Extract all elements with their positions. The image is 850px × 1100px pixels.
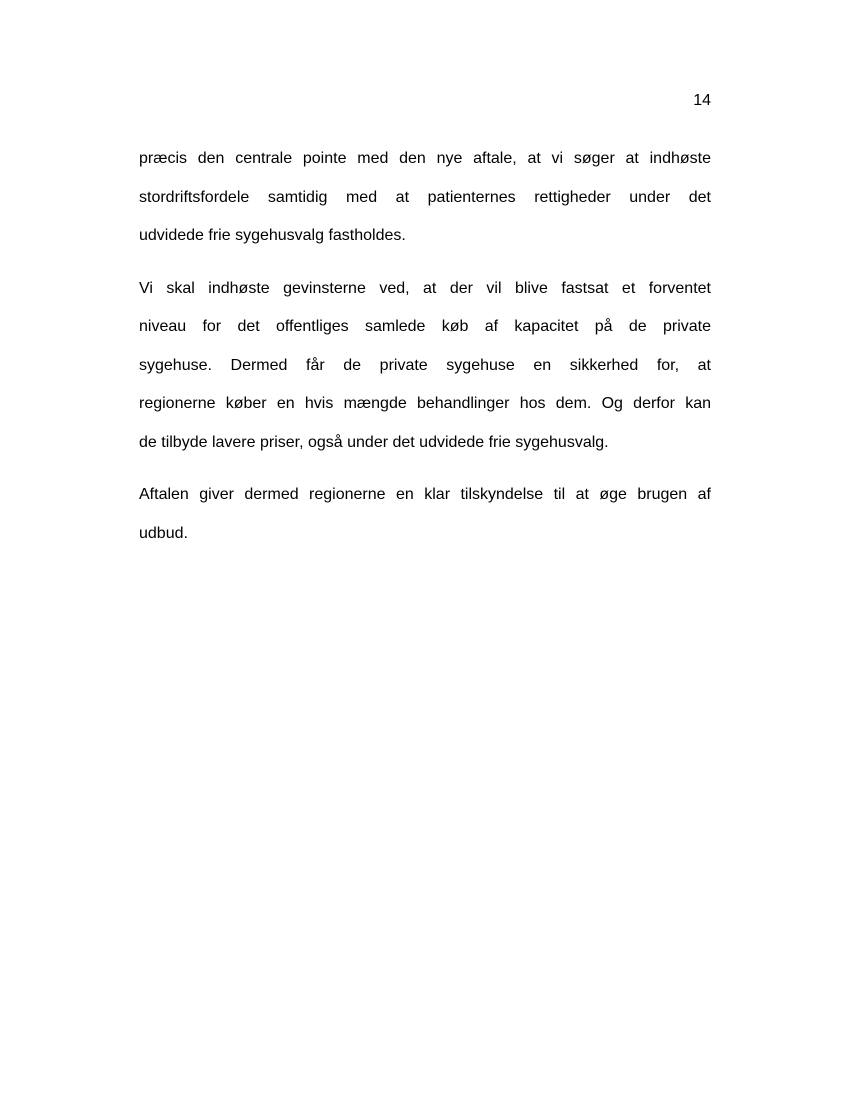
page-number: 14 bbox=[693, 92, 711, 109]
text-line: Vi skal indhøste gevinsterne ved, at der vil blive fastsat et forventet bbox=[139, 279, 711, 297]
text-line: stordriftsfordele samtidig med at patienternes rettigheder under det bbox=[139, 188, 711, 206]
text-line: udbud. bbox=[139, 524, 188, 542]
paragraph-3 bbox=[139, 485, 711, 562]
text-line: regionerne køber en hvis mængde behandlinger hos dem. Og derfor kan bbox=[139, 395, 711, 412]
text-line: præcis den centrale pointe med den nye aftale, at vi søger at indhøste bbox=[139, 150, 711, 167]
text-line: Aftalen giver dermed regionerne en klar tilskyndelse til at øge brugen af bbox=[139, 486, 711, 503]
text-line: de tilbyde lavere priser, også under det udvidede frie sygehusvalg. bbox=[139, 433, 609, 451]
paragraph-1 bbox=[139, 149, 711, 265]
text-line: sygehuse. Dermed får de private sygehuse en sikkerhed for, at bbox=[139, 356, 711, 374]
text-line: niveau for det offentliges samlede køb af kapacitet på de private bbox=[139, 318, 711, 335]
paragraph-2 bbox=[139, 279, 711, 472]
document-body bbox=[139, 149, 711, 562]
text-line: udvidede frie sygehusvalg fastholdes. bbox=[139, 227, 406, 244]
